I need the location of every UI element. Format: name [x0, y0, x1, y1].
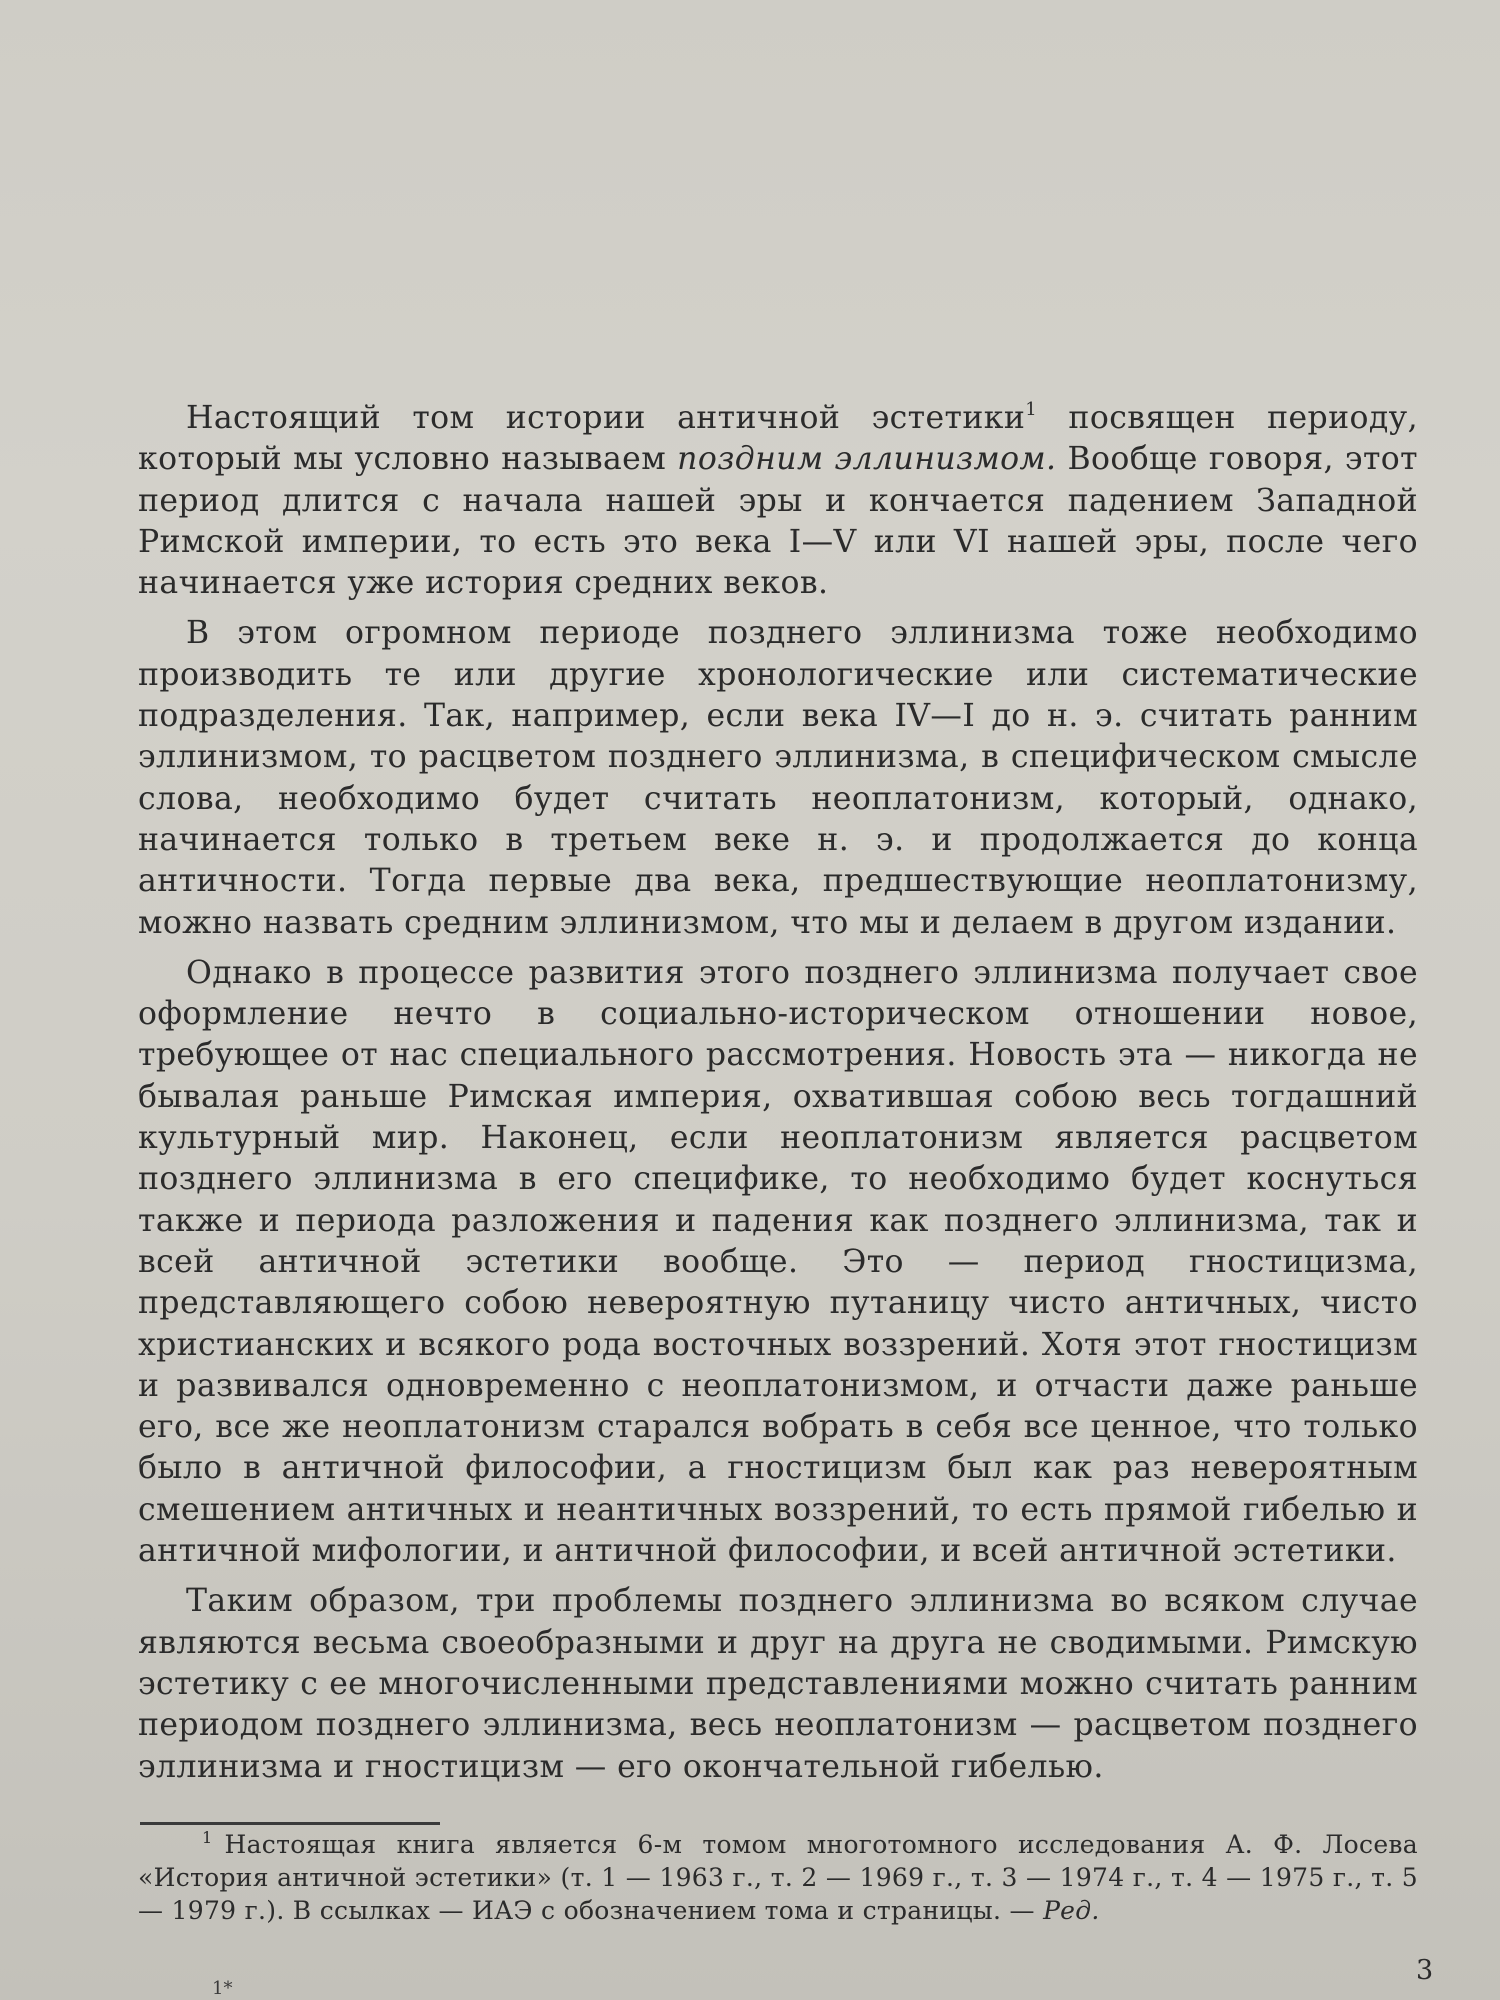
printer-signature-mark: 1* [212, 1978, 233, 1999]
paragraph-1-end: Вообще говоря, этот период длится с начала нашей эры и кончается падением Западной Римской империи, то есть это века I—V или VI нашей эры, после чего начинается уже история средних веков. [138, 441, 1418, 602]
footnote [138, 1828, 1418, 1927]
footnote-divider [140, 1822, 440, 1825]
italic-term: поздним эллинизмом. [677, 441, 1057, 478]
paragraph-1-start: Настоящий том истории античной эстетики [186, 400, 1026, 436]
paragraph-4: Таким образом, три проблемы позднего эллинизма во всяком случае являются весьма своеобразными и друг на друга не сводимыми. Римскую эстетику с ее многочисленными представлениями можно считать ранним периодом позднего эллинизма, весь неоплатонизм — расцветом позднего эллинизма и гностицизм — его окончательной гибелью. [138, 1583, 1418, 1785]
paragraph-2: В этом огромном периоде позднего эллинизма тоже необходимо производить те или другие хронологические или систематические подразделения. Так, например, если века IV—I до н. э. считать ранним эллинизмом, то расцветом позднего эллинизма, в специфическом смысле слова, необходимо будет считать неоплатонизм, который, однако, начинается только в третьем веке н. э. и продолжается до конца античности. Тогда первые два века, предшествующие неоплатонизму, можно назвать средним эллинизмом, что мы и делаем в другом издании. [138, 615, 1418, 941]
paragraph-3: Однако в процессе развития этого позднего эллинизма получает свое оформление нечто в социально-историческом отношении новое, требующее от нас специального рассмотрения. Новость эта — никогда не бывалая раньше Римская империя, охватившая собою весь тогдашний культурный мир. Наконец, если неоплатонизм является расцветом позднего эллинизма в его специфике, то необходимо будет коснуться также и периода разложения и падения как позднего эллинизма, так и всей античной эстетики вообще. Это — период гностицизма, представляющего собою невероятную путаницу чисто античных, чисто христианских и всякого рода восточных воззрений. Хотя этот гностицизм и развивался одновременно с неоплатонизмом, и отчасти даже раньше его, все же неоплатонизм старался вобрать в себя все ценное, что только было в античной философии, а гностицизм был как раз невероятным смешением античных и неантичных воззрений, то есть прямой гибелью и античной мифологии, и античной философии, и всей античной эстетики. [138, 954, 1418, 1570]
footnote-text: Настоящая книга является 6-м томом многотомного исследования А. Ф. Лосева «История античной эстетики» (т. 1 — 1963 г., т. 2 — 1969 г., т. 3 — 1974 г., т. 4 — 1975 г., т. 5 — 1979 г.). В ссылках — ИАЭ с обозначением тома и страницы. — [138, 1830, 1418, 1925]
footnote-text-line [138, 1828, 1418, 1927]
main-text [138, 398, 1418, 1797]
page-number: 3 [1416, 1955, 1434, 1986]
paragraph-1 [138, 398, 1418, 604]
footnote-reference: 1 [1025, 399, 1038, 420]
paragraph-1-middle: посвящен периоду, который мы условно называем [138, 400, 1418, 478]
footnote-editor-mark: Ред. [1043, 1896, 1100, 1925]
footnote-marker: 1 [202, 1828, 213, 1847]
